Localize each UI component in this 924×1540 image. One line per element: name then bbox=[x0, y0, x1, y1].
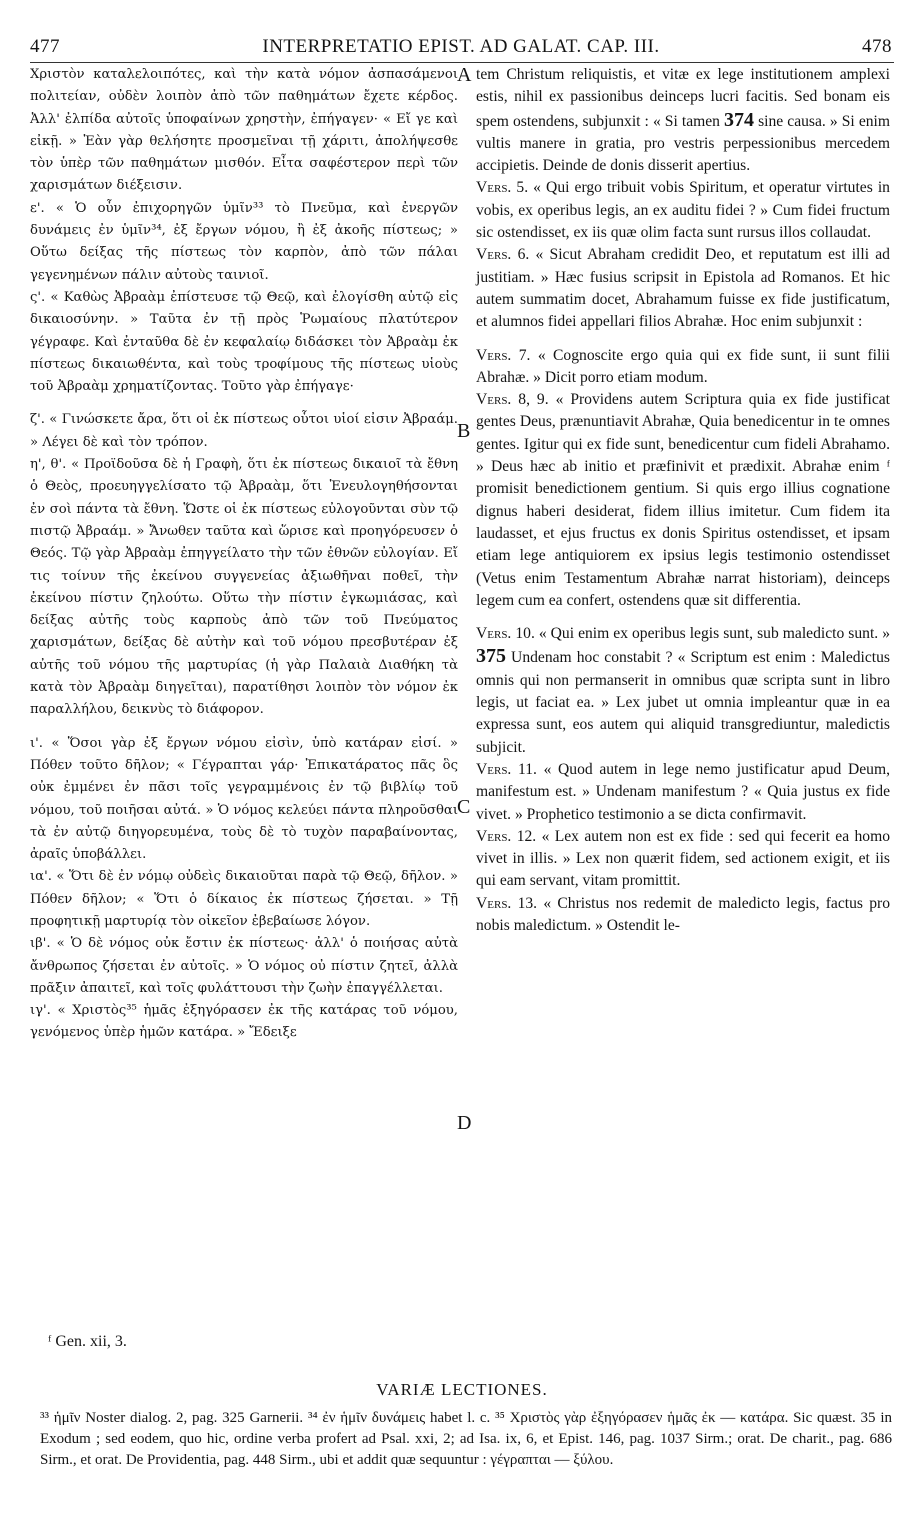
margin-letter-c: C bbox=[457, 796, 471, 818]
latin-column bbox=[476, 64, 890, 937]
greek-paragraph: ς'. « Καθὼς Ἀβραὰμ ἐπίστευσε τῷ Θεῷ, καὶ ἐλογίσθη αὐτῷ εἰς δικαιοσύνην. » Ταῦτα ἐν τῇ πρὸς Ῥωμαίους πλατύτερον γέγραφε. Καὶ ἐνταῦθα δὲ ἐν κεφαλαίῳ διδάσκει τὸν Ἀβραὰμ ἐκ πίστεως δικαιωθέντα, καὶ τοὺς τροφίμους τῆς πίστεως υἱοὺς τοῦ Ἀβραὰμ χρηματίζοντας. Τοῦτο γὰρ ἐπήγαγε· bbox=[30, 289, 458, 395]
greek-paragraph: ια'. « Ὅτι δὲ ἐν νόμῳ οὐδεὶς δικαιοῦται παρὰ τῷ Θεῷ, δῆλον. » Πόθεν δῆλον; « Ὅτι ὁ δίκαιος ἐκ πίστεως ζήσεται. » Τῇ προφητικῇ μαρτυρίᾳ τὸν οἰκεῖον ἐβεβαίωσε λόγον. bbox=[30, 869, 458, 929]
latin-paragraph: Vers. 12. « Lex autem non est ex fide : sed qui fecerit ea homo vivet in illis. » Lex non quærit fidem, sed actionem exigit, et iis qui eam servant, vitam promittit. bbox=[476, 827, 890, 890]
column-number: 375 bbox=[476, 645, 506, 668]
margin-letter-d: D bbox=[457, 1112, 472, 1134]
page-number-left: 477 bbox=[30, 36, 60, 57]
running-title: INTERPRETATIO EPIST. AD GALAT. CAP. III. bbox=[262, 36, 660, 57]
latin-paragraph: Vers. 5. « Qui ergo tribuit vobis Spiritum, et operatur virtutes in vobis, ex operibus legis, an ex auditu fidei ? » Cum fidei fructum sic ostendisset, ex iis quæ olim facta sunt rursus illos collaudat. bbox=[476, 179, 890, 242]
latin-paragraph: Vers. 8, 9. « Providens autem Scriptura quia ex fide justificat gentes Deus, prænuntiavit Abrahæ, Quia benedicentur in te omnes gentes. Igitur qui ex fide sunt, benedicentur cum fideli Abrahamo. » Deus hæc ab initio et præfinivit et prædixit. Abrahæ enim ᶠ promisit benedictionem gentium. Si quis ergo illius cognatione dignus haberi desiderat, fidem illius imitetur. Cum fidem ita laudasset, et ejus fructus ex donis Spiritus ostendisset, et ipsam etiam lege antiquiorem ex ipsius legis testimonio ostendisset (Vetus enim Testamentum Abrahæ narrat historiam), deinceps legem cum ea confert, ostendens quæ sit differentia. bbox=[476, 391, 890, 609]
greek-column bbox=[30, 64, 458, 1045]
greek-paragraph: Χριστὸν καταλελοιπότες, καὶ τὴν κατὰ νόμον ἀσπασάμενοι πολιτείαν, οὐδὲν λοιπὸν ἀπὸ τῶν παθημάτων ἔχετε κέρδος. Ἀλλ' ἐλπίδα αὐτοῖς ὑποφαίνων χρηστὴν, ἐπήγαγεν· « Εἴ γε καὶ εἰκῇ. » Ἐὰν γὰρ θελήσητε προσμεῖναι τῇ χάριτι, ἀπολήψεσθε τὸν ὑπὲρ τῶν παθημάτων μισθόν. Εἶτα σαφέστερον περὶ τῶν χαρισμάτων διέξεισιν. bbox=[30, 67, 458, 194]
verse-label: Vers. 13. bbox=[476, 894, 538, 912]
greek-paragraph: ε'. « Ὁ οὖν ἐπιχορηγῶν ὑμῖν³³ τὸ Πνεῦμα, καὶ ἐνεργῶν δυνάμεις ἐν ὑμῖν³⁴, ἐξ ἔργων νόμου, ἢ ἐξ ἀκοῆς πίστεως; » Οὕτω δείξας τῆς πίστεως τὸν καρπὸν, ἀπὸ τῶν πάλαι γεγενημένων πάλιν αὐτοὺς ταινιοῖ. bbox=[30, 200, 458, 283]
verse-label: Vers. 5. bbox=[476, 179, 529, 197]
verse-label: Vers. 7. bbox=[476, 346, 531, 364]
column-number: 374 bbox=[724, 108, 755, 131]
footnote: ᶠ Gen. xii, 3. bbox=[48, 1333, 127, 1350]
header-rule bbox=[30, 62, 894, 63]
variae-lectiones-title: VARIÆ LECTIONES. bbox=[376, 1380, 548, 1399]
latin-paragraph: Vers. 13. « Christus nos redemit de maledicto legis, factus pro nobis maledictum. » Ostendit le- bbox=[476, 894, 890, 934]
latin-paragraph: tem Christum reliquistis, et vitæ ex lege institutionem amplexi estis, nihil ex passionibus deinceps lucri facitis. Sed bonam eis spem ostendens, subjunxit : « Si tamen 374 sine causa. » Si enim vultis manere in gratia, pro vestris perpessionibus mercedem accipietis. Deinde de donis disserit apertius. bbox=[476, 66, 890, 175]
running-header bbox=[30, 36, 892, 60]
margin-letter-a: A bbox=[457, 64, 472, 86]
margin-letter-b: B bbox=[457, 420, 471, 442]
verse-label: Vers. 6. bbox=[476, 246, 530, 264]
greek-paragraph: ζ'. « Γινώσκετε ἄρα, ὅτι οἱ ἐκ πίστεως οὗτοι υἱοί εἰσιν Ἀβραάμ. » Λέγει δὲ καὶ τὸν τρόπον. bbox=[30, 412, 458, 450]
greek-paragraph: η', θ'. « Προϊδοῦσα δὲ ἡ Γραφὴ, ὅτι ἐκ πίστεως δικαιοῖ τὰ ἔθνη ὁ Θεὸς, προευηγγελίσατο τῷ Ἀβραὰμ, ὅτι Ἐνευλογηθήσονται ἐν σοὶ πάντα τὰ ἔθνη. Ὥστε οἱ ἐκ πίστεως εὐλογοῦνται σὺν τῷ πιστῷ Ἀβραάμ. » Ἄνωθεν ταῦτα καὶ ὥρισε καὶ προηγόρευσεν ὁ Θεός. Τῷ γὰρ Ἀβραὰμ ἐπηγγείλατο τὴν τῶν ἐθνῶν εὐλογίαν. Εἴ τις τοίνυν τῆς ἐκείνου συγγενείας ἀξιωθῆναι ποθεῖ, τὴν ἐκείνου πίστιν ζηλούτω. Οὕτω τὴν πίστιν ἐγκωμιάσας, καὶ δείξας αὐτῆς τοὺς καρποὺς ἀπὸ τῶν τοῦ Πνεύματος χαρισμάτων, δείξας δὲ αὐτὴν καὶ τοῦ νόμου πρεσβυτέραν ἐξ αὐτῆς τοῦ νόμου τῆς μαρτυρίας (ἡ γὰρ Παλαιὰ Διαθήκη τὰ κατὰ τὸν Ἀβραὰμ διηγεῖται), παρατίθησι λοιπὸν τὸν νόμον ἐκ παραλλήλου, δεικνὺς τὸ διάφορον. bbox=[30, 457, 458, 718]
page-number-right: 478 bbox=[862, 36, 892, 57]
greek-paragraph: ιγ'. « Χριστὸς³⁵ ἡμᾶς ἐξηγόρασεν ἐκ τῆς κατάρας τοῦ νόμου, γενόμενος ὑπὲρ ἡμῶν κατάρα. » Ἔδειξε bbox=[30, 1003, 458, 1041]
verse-label: Vers. 8, 9. bbox=[476, 391, 549, 409]
latin-paragraph: Vers. 7. « Cognoscite ergo quia qui ex fide sunt, ii sunt filii Abrahæ. » Dicit porro etiam modum. bbox=[476, 346, 890, 386]
verse-label: Vers. 10. bbox=[476, 625, 535, 643]
verse-label: Vers. 11. bbox=[476, 760, 537, 778]
latin-paragraph: Vers. 11. « Quod autem in lege nemo justificatur apud Deum, manifestum est. » Undenam manifestum ? « Quia justus ex fide vivet. » Prophetico testimonio a se dicta confirmavit. bbox=[476, 760, 890, 823]
variae-lectiones-text: ³³ ἡμῖν Noster dialog. 2, pag. 325 Garnerii. ³⁴ ἐν ἡμῖν δυνάμεις habet l. c. ³⁵ Χριστὸς γὰρ ἐξηγόρασεν ἡμᾶς ἐκ — κατάρα. Sic quæst. 35 in Exodum ; sed eodem, quo hic, ordine verba profert ad Psal. xxi, 2; ad Isa. ix, 6, et Epist. 146, pag. 1037 Sirm.; orat. De charit., pag. 686 Sirm., et orat. De Providentia, pag. 448 Sirm., ubi et addit quæ sequuntur : γέγραπται — ξύλου. bbox=[40, 1410, 892, 1468]
greek-paragraph: ιβ'. « Ὁ δὲ νόμος οὐκ ἔστιν ἐκ πίστεως· ἀλλ' ὁ ποιήσας αὐτὰ ἄνθρωπος ζήσεται ἐν αὐτοῖς. » Ὁ νόμος οὐ πίστιν ζητεῖ, ἀλλὰ πρᾶξιν ἀπαιτεῖ, καὶ τοῖς φυλάττουσι τὴν ζωὴν ἐπαγγέλλεται. bbox=[30, 936, 458, 996]
latin-paragraph: Vers. 10. « Qui enim ex operibus legis sunt, sub maledicto sunt. » 375 Undenam hoc constabit ? « Scriptum est enim : Maledictus omnis qui non permanserit in omnibus quæ scripta sunt in libro legis, ut faciat ea. » Lex jubet ut omnia impleantur quæ in ea expressa sunt, eos autem qui aliquid transgrediuntur, maledictis subjicit. bbox=[476, 625, 890, 756]
verse-label: Vers. 12. bbox=[476, 827, 537, 845]
latin-paragraph: Vers. 6. « Sicut Abraham credidit Deo, et reputatum est illi ad justitiam. » Hæc fusius scripsit in Epistola ad Romanos. Et hic autem summatim docet, Abrahamum fuisse ex fide justificatum, et alumnos fidei appellari filios Abrahæ. Hoc enim subjunxit : bbox=[476, 246, 890, 331]
greek-paragraph: ι'. « Ὅσοι γὰρ ἐξ ἔργων νόμου εἰσὶν, ὑπὸ κατάραν εἰσί. » Πόθεν τοῦτο δῆλον; « Γέγραπται γάρ· Ἐπικατάρατος πᾶς ὃς οὐκ ἐμμένει ἐν πᾶσι τοῖς γεγραμμένοις ἐν τῷ βιβλίῳ τοῦ νόμου, τοῦ ποιῆσαι αὐτά. » Ὁ νόμος κελεύει πάντα πληροῦσθαι τὰ ἐν αὐτῷ διηγορευμένα, τοὺς δὲ τὸ τυχὸν παραβαίνοντας, ἀραῖς ὑποβάλλει. bbox=[30, 735, 458, 863]
